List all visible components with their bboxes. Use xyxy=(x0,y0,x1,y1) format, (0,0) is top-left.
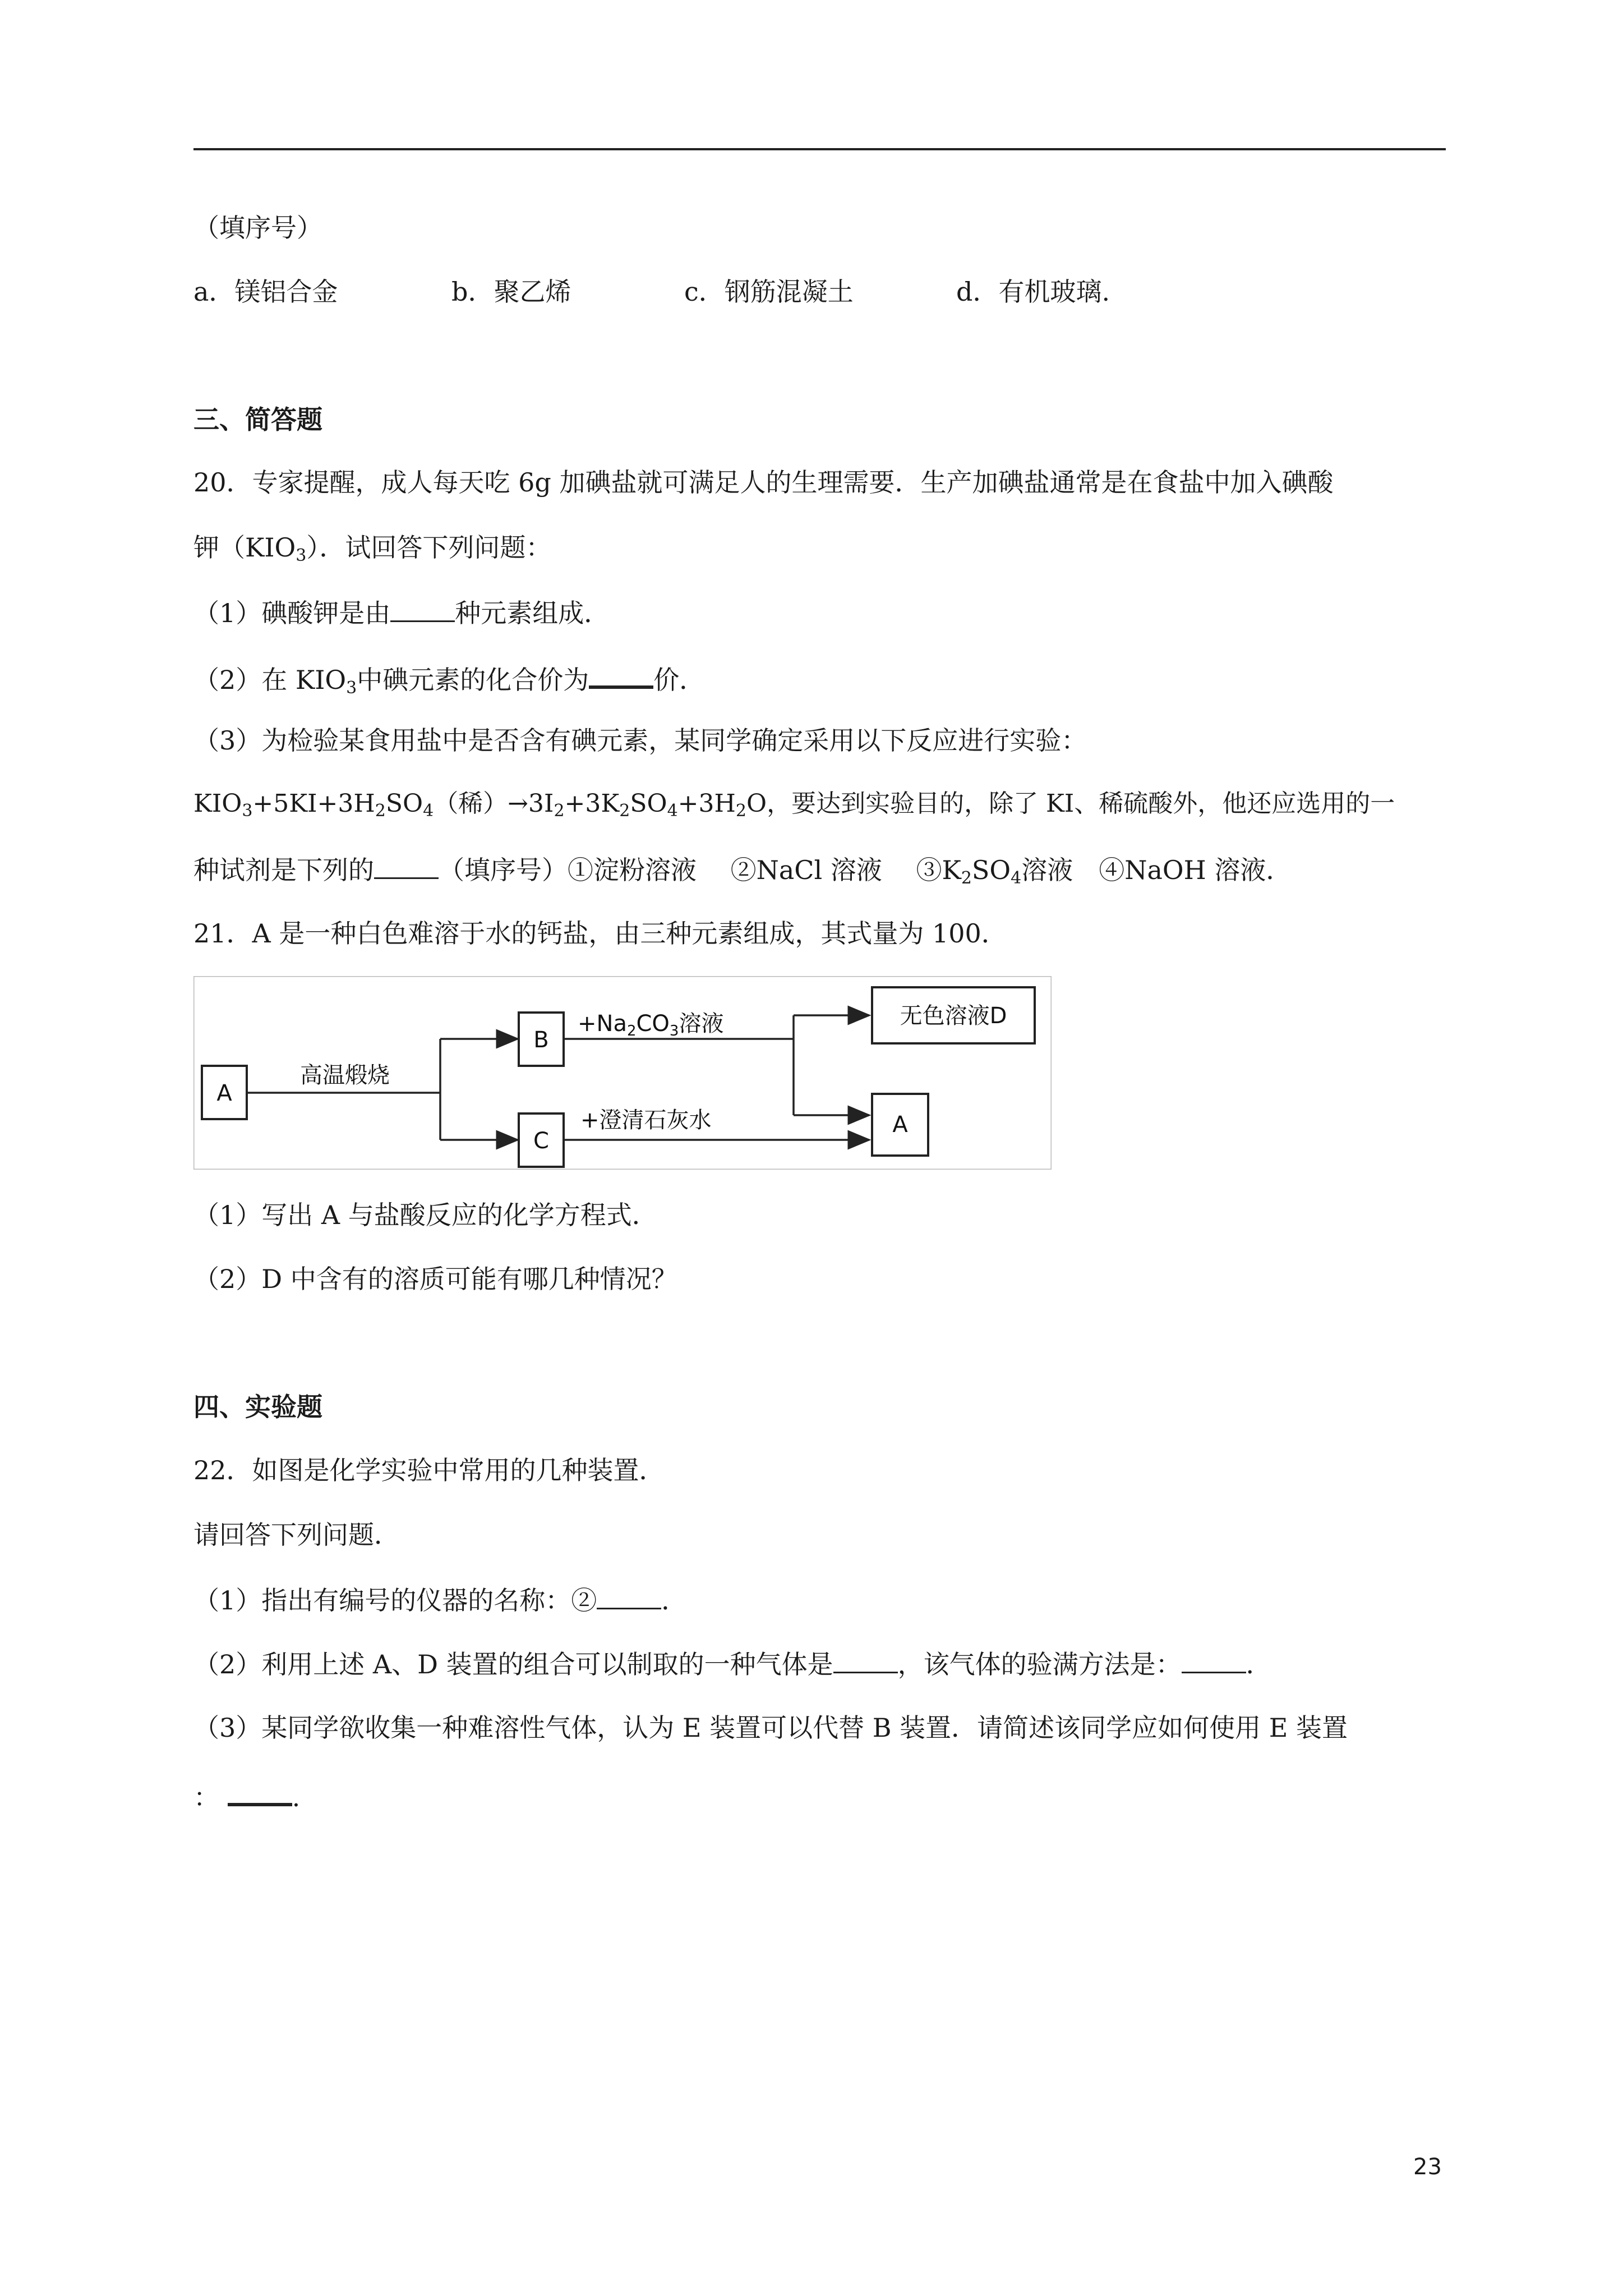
arrow-calcine-label: 高温煅烧 xyxy=(300,1062,390,1088)
q20-stem-line2: 钾$(KIO_3)$．试回答下列问题： xyxy=(193,532,552,565)
q22-part3: （3）某同学欲收集一种难溶性气体，认为 E 装置可以代替 B 装置．请简述该同学应如何使用 E 装置 xyxy=(193,1713,1348,1743)
answer-blank[interactable] xyxy=(374,853,439,879)
page-number: 23 xyxy=(1413,2154,1442,2180)
answer-blank[interactable] xyxy=(833,1647,898,1673)
q20-part1: （1）碘酸钾是由 种元素组成． xyxy=(193,596,610,629)
section-4-title: 四、实验题 xyxy=(193,1392,322,1422)
q20-part2: （2）在 $KIO_3$中碘元素的化合价为 价． xyxy=(193,661,705,696)
box-d-label: 无色溶液D xyxy=(900,1003,1007,1029)
section-3-title: 三、简答题 xyxy=(193,404,322,435)
option-d: d．有机玻璃. xyxy=(956,277,1110,307)
arrow-na2co3-label: $+Na_2CO_3$溶液 xyxy=(578,1011,724,1039)
q21-part1: （1）写出 A 与盐酸反应的化学方程式． xyxy=(193,1200,658,1230)
q20-equation: $KIO_3+5KI+3H_2SO_4$（稀）$\to 3I_2+3K_2SO_4+3H_2O$，要达到实验目的，除了 KI、稀硫酸外，他还应选用的一 xyxy=(193,789,1395,821)
option-b: b．聚乙烯 xyxy=(451,277,571,307)
q20-part3: （3）为检验某食用盐中是否含有碘元素，某同学确定采用以下反应进行实验： xyxy=(193,725,1087,756)
box-c-label: C xyxy=(533,1128,549,1154)
q22-part1: （1）指出有编号的仪器的名称：② ． xyxy=(193,1583,687,1616)
option-c: c．钢筋混凝土 xyxy=(684,277,854,307)
option-a: a．镁铝合金 xyxy=(193,277,338,307)
q21-part2: （2）D 中含有的溶质可能有哪几种情况？ xyxy=(193,1264,677,1294)
q21-flow-diagram xyxy=(193,976,1052,1170)
q22-stem: 22．如图是化学实验中常用的几种装置． xyxy=(193,1455,665,1485)
q20-options: 种试剂是下列的 （填序号）①淀粉溶液 ②NaCl 溶液 $③K_2SO_4$溶液 ④NaOH 溶液． xyxy=(193,853,1292,886)
q22-part2: （2）利用上述 A、D 装置的组合可以制取的一种气体是 ，该气体的验满方法是： ． xyxy=(193,1647,1272,1680)
q22-line2: 请回答下列问题． xyxy=(193,1520,400,1550)
answer-blank[interactable] xyxy=(589,661,653,689)
box-a-left-label: A xyxy=(216,1080,232,1106)
box-b-label: B xyxy=(533,1027,549,1053)
fill-hint: （填序号） xyxy=(193,213,322,243)
answer-blank[interactable] xyxy=(228,1778,292,1806)
q21-stem: 21．A 是一种白色难溶于水的钙盐，由三种元素组成，其式量为 100． xyxy=(193,918,1007,949)
box-a-right-label: A xyxy=(892,1112,908,1138)
answer-blank[interactable] xyxy=(597,1583,661,1609)
q20-stem-line1: 20．专家提醒，成人每天吃 6g 加碘盐就可满足人的生理需要．生产加碘盐通常是在食盐中加入碘酸 xyxy=(193,467,1334,498)
q22-part3-cont: ： . xyxy=(193,1778,300,1813)
header-rule xyxy=(193,148,1446,150)
answer-blank[interactable] xyxy=(390,596,455,622)
arrow-limewater-label: +澄清石灰水 xyxy=(580,1107,712,1133)
answer-blank[interactable] xyxy=(1182,1647,1246,1673)
